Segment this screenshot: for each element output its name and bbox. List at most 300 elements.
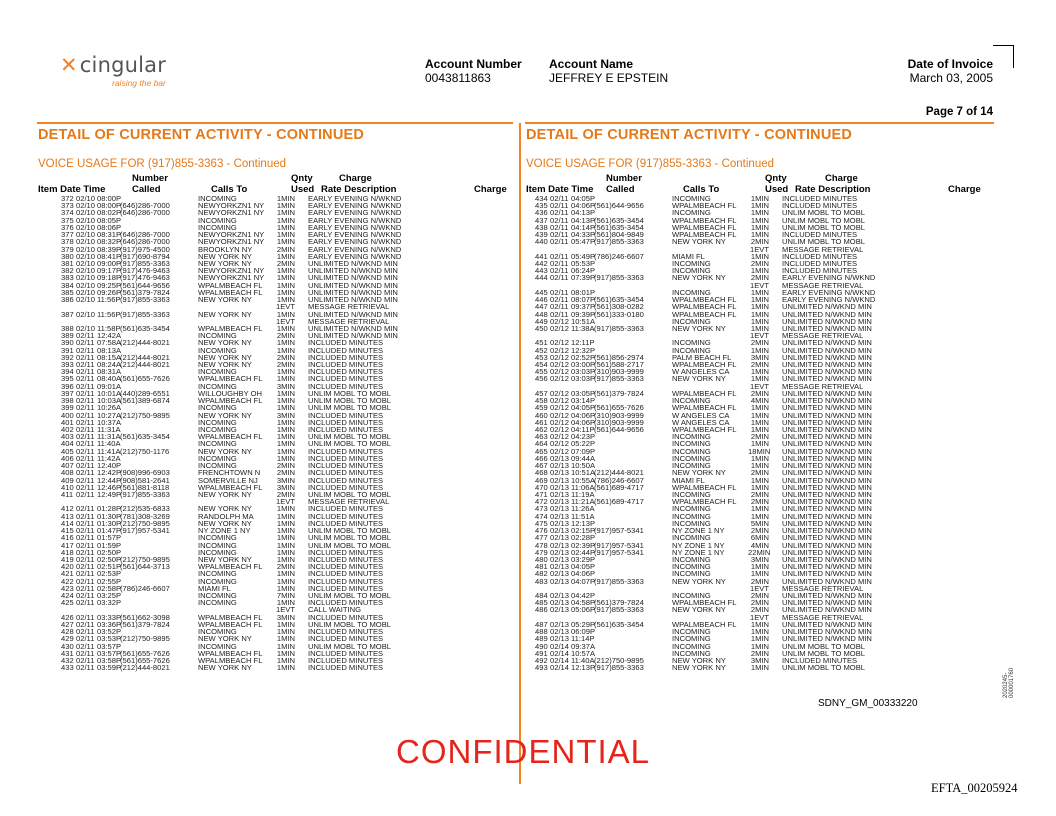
cell-calls-to: PALM BEACH FL [672,352,732,362]
cell-item: 377 [61,230,74,240]
cell-item: 425 [61,598,74,608]
cell-used: 1MIN [276,338,295,348]
cell-calls-to: SOMERVILLE NJ [198,475,258,485]
corner-mark [993,45,1014,68]
cell-item: 394 [61,367,74,377]
cell-date: 02/12 [550,338,570,348]
cell-called: (212)444-8021 [120,360,170,370]
cell-time: 10:55A [571,475,596,485]
cell-time: 11:21A [571,497,595,507]
cell-time: 03:03P [571,374,596,384]
cell-used: 1EVT [276,316,295,326]
cell-calls-to: WPALMBEACH FL [198,396,263,406]
cell-rate-description: UNLIMITED N/WKND MIN [782,569,872,579]
right-section-title: DETAIL OF CURRENT ACTIVITY - CONTINUED [526,127,853,143]
cell-time: 01:28P [97,504,122,514]
cell-time: 11:56P [97,309,121,319]
cell-item: 490 [535,641,548,651]
cell-used: 2MIN [276,352,295,362]
cell-date: 02/10 [76,194,96,203]
cell-date: 02/11 [76,540,95,550]
cell-time: 10:37A [97,417,122,427]
cell-time: 05:53P [571,258,596,268]
cell-rate-description: EARLY EVENING N/WKND [308,208,402,218]
cell-used: 1MIN [276,634,295,644]
invoice-date: March 03, 2005 [909,71,993,85]
cell-date: 02/11 [550,230,569,240]
cell-calls-to: INCOMING [672,345,711,355]
cell-item: 382 [61,266,74,276]
cell-date: 02/12 [550,417,570,427]
cell-time: 02:58P [97,583,122,593]
cell-called: (561)379-7824 [120,287,170,297]
cell-called: (917)855-3363 [594,374,644,384]
cell-calls-to: WPALMBEACH FL [198,280,263,290]
cell-date: 02/11 [550,194,569,203]
cell-rate-description: INCLUDED MINUTES [308,598,384,608]
cell-time: 03:29P [571,554,596,564]
cell-called: (212)535-6833 [120,504,170,514]
cell-time: 11:58P [97,323,121,333]
cell-date: 02/12 [550,410,570,420]
cell-date: 02/12 [550,425,570,434]
cell-used: 1MIN [750,230,769,240]
cell-rate-description: MESSAGE RETRIEVAL [308,497,390,507]
cell-calls-to: NEWYORKZN1 NY [198,266,265,276]
cell-used: 1MIN [276,287,295,297]
cell-rate-description: INCLUDED MINUTES [308,468,384,478]
cell-rate-description: INCLUDED MINUTES [308,374,384,384]
cell-item: 409 [61,475,74,485]
cell-used: 1MIN [276,569,295,579]
cell-calls-to: INCOMING [672,489,711,499]
cell-calls-to: NEW YORK NY [198,360,252,370]
cell-item: 456 [535,374,548,384]
cell-rate-description: UNLIMITED N/WKND MIN [782,475,872,485]
cell-item: 395 [61,374,74,384]
cell-item: 442 [535,258,548,268]
cell-calls-to: WPALMBEACH FL [672,201,737,211]
cell-item: 416 [61,533,74,543]
cell-date: 02/11 [76,453,95,463]
cell-used: 1MIN [276,656,295,665]
cell-used: 18MIN [748,446,771,456]
right-usage-table [0,195,1000,671]
cell-date: 02/11 [76,533,95,543]
cell-rate-description: UNLIM MOBL TO MOBL [308,533,391,543]
cell-time: 04:13P [571,215,596,225]
cell-called: (646)286-7000 [120,237,170,247]
cell-called: (561)655-7626 [120,374,170,384]
cell-used: 1MIN [750,641,769,651]
cell-item: 408 [61,468,74,478]
cell-used: 1MIN [750,287,769,297]
cell-used: 1MIN [750,194,769,203]
cell-date: 02/11 [550,258,569,268]
cell-rate-description: INCLUDED MINUTES [308,648,384,658]
cell-rate-description: INCLUDED MINUTES [308,475,384,485]
cell-calls-to: NEWYORKZN1 NY [198,230,265,240]
cell-rate-description: UNLIMITED N/WKND MIN [782,562,872,572]
cell-calls-to: INCOMING [672,648,711,658]
cell-rate-description: UNLIMITED N/WKND MIN [782,605,872,615]
cell-rate-description: UNLIMITED N/WKND MIN [308,331,398,341]
cell-called: (908)581-2641 [120,475,170,485]
cell-time: 09:25P [97,280,122,290]
cell-item: 383 [61,273,74,283]
account-name: JEFFREY E EPSTEIN [549,71,669,85]
cell-used: 1MIN [276,425,295,434]
cell-called: (917)855-3363 [120,309,170,319]
cell-date: 02/12 [550,446,570,456]
cell-used: 2MIN [276,244,295,254]
right-top-rule [525,122,994,124]
cell-date: 02/11 [76,583,95,593]
cell-time: 03:00P [571,360,596,370]
cell-date: 02/13 [550,605,570,615]
cell-item: 421 [61,569,74,579]
cell-calls-to: NEW YORK NY [198,251,252,261]
cell-used: 1MIN [276,280,295,290]
cell-calls-to: NEW YORK NY [198,258,252,268]
cell-called: (212)750-9895 [594,656,644,665]
cell-used: 1MIN [276,208,295,218]
cell-item: 434 [535,194,548,203]
cell-rate-description: INCLUDED MINUTES [308,612,384,622]
cell-item: 464 [535,439,548,449]
cell-time: 03:53P [97,634,122,644]
cell-rate-description: UNLIM MOBL TO MOBL [308,526,391,536]
cell-calls-to: INCOMING [672,533,711,543]
cell-called: (917)957-5341 [594,526,644,536]
cell-date: 02/11 [76,374,95,384]
cell-date: 02/11 [76,338,95,348]
cell-used: 1MIN [750,569,769,579]
account-number-label: Account Number [425,57,522,71]
cell-time: 12:49P [97,489,122,499]
left-col-rate-desc: Rate Description [321,184,397,195]
cell-time: 05:22P [571,439,596,449]
cell-time: 08:13A [97,345,122,355]
cell-time: 11:41A [97,446,121,456]
cell-date: 02/11 [550,295,569,305]
cell-date: 02/11 [76,482,95,492]
cell-time: 08:24A [97,360,122,370]
cell-calls-to: INCOMING [198,367,237,377]
cell-used: 2MIN [750,237,769,247]
cell-calls-to: INCOMING [672,316,711,326]
cell-used: 2MIN [276,461,295,471]
cell-used: 1MIN [276,533,295,543]
cell-rate-description: UNLIM MOBL TO MOBL [308,540,391,550]
cell-rate-description: CALL WAITING [308,605,362,615]
cell-rate-description: INCLUDED MINUTES [308,562,384,572]
cell-used: 1MIN [276,663,295,673]
cell-called: (561)379-7824 [594,388,644,398]
cell-rate-description: UNLIMITED N/WKND MIN [308,258,398,268]
cell-called: (917)476-9463 [120,266,170,276]
page-number: Page 7 of 14 [925,106,993,118]
cell-used: 1MIN [276,215,295,225]
cell-date: 02/10 [76,251,96,261]
cell-time: 10:27A [97,410,122,420]
cell-date: 02/13 [550,634,570,644]
cell-calls-to: WPALMBEACH FL [672,482,737,492]
cell-date: 02/11 [550,237,569,247]
cell-item: 473 [535,504,548,514]
cell-time: 08:05P [97,215,122,225]
cell-date: 02/10 [76,244,96,254]
cell-date: 02/11 [550,215,569,225]
cell-rate-description: EARLY EVENING N/WKND [782,287,876,297]
cell-calls-to: INCOMING [672,194,711,203]
cell-called: (310)903-9999 [594,367,644,377]
cell-date: 02/10 [76,215,96,225]
left-col-item-date-time: Item Date Time [38,184,106,195]
invoice-date-label: Date of Invoice [907,57,993,71]
cell-rate-description: UNLIMITED N/WKND MIN [782,576,872,586]
cell-item: 454 [535,360,548,370]
cell-item: 476 [535,526,548,536]
cell-time: 08:15A [97,352,122,362]
cell-time: 03:32P [97,598,122,608]
cell-item: 481 [535,562,548,572]
cell-calls-to: W ANGELES CA [672,410,730,420]
cell-item: 467 [535,461,548,471]
cell-item: 447 [535,302,548,312]
cell-time: 08:02P [97,208,122,218]
cell-date: 02/11 [550,251,569,261]
cell-rate-description: EARLY EVENING N/WKND [308,230,402,240]
cell-rate-description: INCLUDED MINUTES [308,547,384,557]
cell-used: 1MIN [276,367,295,377]
cell-date: 02/10 [76,237,96,247]
cell-item: 469 [535,475,548,485]
cell-date: 02/13 [550,547,570,557]
cell-used: 1MIN [276,641,295,651]
cell-date: 02/13 [550,591,570,601]
cell-item: 400 [61,410,74,420]
logo-tagline: raising the bar [112,78,166,88]
cell-item: 406 [61,453,74,463]
cell-time: 05:49P [571,251,596,261]
cell-calls-to: NEW YORK NY [198,518,252,528]
cell-time: 11:38A [571,323,595,333]
cell-calls-to: WPALMBEACH FL [672,598,737,608]
cell-used: 3MIN [276,482,295,492]
cell-used: 1MIN [276,237,295,247]
cell-time: 10:50A [571,461,596,471]
cell-rate-description: INCLUDED MINUTES [308,410,384,420]
cell-rate-description: UNLIMITED N/WKND MIN [782,489,872,499]
cell-rate-description: UNLIMITED N/WKND MIN [782,439,872,449]
cell-rate-description: UNLIM MOBL TO MOBL [308,439,391,449]
cell-time: 09:37P [571,302,596,312]
cell-calls-to: INCOMING [672,569,711,579]
cell-rate-description: UNLIMITED N/WKND MIN [782,316,872,326]
cell-date: 02/10 [76,266,96,276]
cell-rate-description: UNLIM MOBL TO MOBL [308,388,391,398]
cell-item: 402 [61,425,74,434]
cell-called: (917)855-3363 [594,323,644,333]
cell-used: 1MIN [276,576,295,586]
cell-time: 12:44P [97,475,122,485]
cell-rate-description: UNLIMITED N/WKND MIN [782,533,872,543]
cell-time: 02:28P [571,533,596,543]
cell-time: 08:41P [97,251,122,261]
cell-item: 372 [61,194,74,203]
cell-time: 08:00P [97,194,122,203]
cell-item: 423 [61,583,74,593]
cell-called: (561)655-7626 [594,403,644,413]
cell-rate-description: MESSAGE RETRIEVAL [782,280,864,290]
cell-rate-description: INCLUDED MINUTES [308,627,384,637]
cell-item: 387 [61,309,74,319]
cell-time: 11:26A [571,504,595,514]
cell-rate-description: UNLIMITED N/WKND MIN [782,360,872,370]
cell-date: 02/13 [550,475,570,485]
cell-called: (917)855-3363 [120,258,170,268]
cell-calls-to: INCOMING [198,569,237,579]
cell-rate-description: INCLUDED MINUTES [782,230,858,240]
cell-calls-to: WPALMBEACH FL [198,287,263,297]
cell-time: 04:05P [571,403,596,413]
cell-date: 02/11 [76,612,95,622]
cell-rate-description: INCLUDED MINUTES [308,482,384,492]
cell-calls-to: INCOMING [198,345,237,355]
cell-rate-description: INCLUDED MINUTES [308,504,384,514]
cell-item: 418 [61,547,74,557]
cell-used: 1EVT [276,302,295,312]
cell-rate-description: UNLIM MOBL TO MOBL [308,641,391,651]
cell-rate-description: UNLIM MOBL TO MOBL [782,208,865,218]
cell-used: 1MIN [750,627,769,637]
cell-date: 02/11 [76,576,95,586]
cell-item: 449 [535,316,548,326]
cell-used: 4MIN [750,396,769,406]
cell-time: 09:44A [571,453,596,463]
cell-item: 404 [61,439,74,449]
cell-time: 05:29P [571,619,596,629]
cell-calls-to: INCOMING [198,425,237,434]
cell-calls-to: NEWYORKZN1 NY [198,208,265,218]
cell-date: 02/10 [76,287,96,297]
cell-time: 12:42P [97,468,122,478]
cell-date: 02/11 [550,201,569,211]
cell-item: 480 [535,554,548,564]
cell-item: 466 [535,453,548,463]
cell-rate-description: INCLUDED MINUTES [308,425,384,434]
cell-used: 1MIN [276,388,295,398]
cell-used: 2MIN [750,432,769,442]
cell-called: (310)903-9999 [594,417,644,427]
cell-used: 1MIN [750,309,769,319]
cell-calls-to: INCOMING [672,518,711,528]
cell-date: 02/12 [550,316,570,326]
cell-used: 1MIN [276,619,295,629]
cell-time: 10:51A [571,468,596,478]
cell-calls-to: WPALMBEACH FL [672,215,737,225]
cell-date: 02/11 [76,468,95,478]
cell-time: 11:40A [571,656,595,665]
right-col-rate-desc: Rate Description [795,184,871,195]
cell-item: 471 [535,489,548,499]
cell-time: 07:58A [97,338,122,348]
cell-called: (786)246-6607 [594,251,644,261]
cell-date: 02/11 [76,475,95,485]
cell-item: 384 [61,280,74,290]
cell-item: 403 [61,432,74,442]
cell-date: 02/13 [550,518,570,528]
cell-rate-description: EARLY EVENING N/WKND [308,215,402,225]
cell-calls-to: NY ZONE 1 NY [672,547,725,557]
cell-calls-to: NEW YORK NY [198,489,252,499]
cell-used: 1MIN [276,504,295,514]
right-col-number: Number [606,173,642,184]
cell-time: 06:09P [571,627,596,637]
cell-date: 02/13 [550,504,570,514]
cell-date: 02/11 [76,331,95,341]
left-col-used: Used [291,184,315,195]
right-col-qnty: Qnty [765,173,787,184]
cell-rate-description: UNLIMITED N/WKND MIN [782,352,872,362]
cell-calls-to: INCOMING [672,396,711,406]
cell-calls-to: NEWYORKZN1 NY [198,201,265,211]
cell-item: 398 [61,396,74,406]
cell-calls-to: INCOMING [198,533,237,543]
cell-used: 1EVT [276,605,295,615]
cell-calls-to: WPALMBEACH FL [198,432,263,442]
cell-date: 02/12 [550,439,570,449]
cell-calls-to: INCOMING [198,439,237,449]
cell-date: 02/11 [76,417,95,427]
cell-calls-to: INCOMING [672,511,711,521]
cell-rate-description: EARLY EVENING N/WKND [782,295,876,305]
efta-number: EFTA_00205924 [931,781,1018,795]
cell-calls-to: INCOMING [198,576,237,586]
cell-calls-to: WPALMBEACH FL [198,648,263,658]
cell-calls-to: NEW YORK NY [198,338,252,348]
cell-rate-description: INCLUDED MINUTES [782,201,858,211]
cell-date: 02/12 [550,352,570,362]
cell-rate-description: UNLIMITED N/WKND MIN [308,273,398,283]
cell-date: 02/10 [76,309,96,319]
cell-date: 02/12 [550,396,570,406]
cell-time: 09:26P [97,287,122,297]
cell-item: 457 [535,388,548,398]
cell-used: 1EVT [750,612,769,622]
cell-time: 04:07P [571,576,596,586]
cell-item: 381 [61,258,74,268]
cell-used: 2MIN [750,526,769,536]
cell-used: 1EVT [750,381,769,391]
cell-rate-description: UNLIMITED N/WKND MIN [782,619,872,629]
cell-used: 2MIN [276,468,295,478]
cell-item: 465 [535,446,548,456]
cell-date: 02/13 [550,461,570,471]
cell-time: 02:51P [97,562,122,572]
cell-calls-to: INCOMING [198,222,237,232]
cell-rate-description: INCLUDED MINUTES [308,583,384,593]
cell-rate-description: INCLUDED MINUTES [782,194,858,203]
cell-calls-to: INCOMING [672,439,711,449]
cell-date: 02/11 [76,388,95,398]
cell-time: 02:15P [571,526,596,536]
cell-item: 374 [61,208,74,218]
cell-time: 02:52P [571,352,596,362]
cell-calls-to: WPALMBEACH FL [198,562,263,572]
cell-time: 03:36P [97,619,122,629]
